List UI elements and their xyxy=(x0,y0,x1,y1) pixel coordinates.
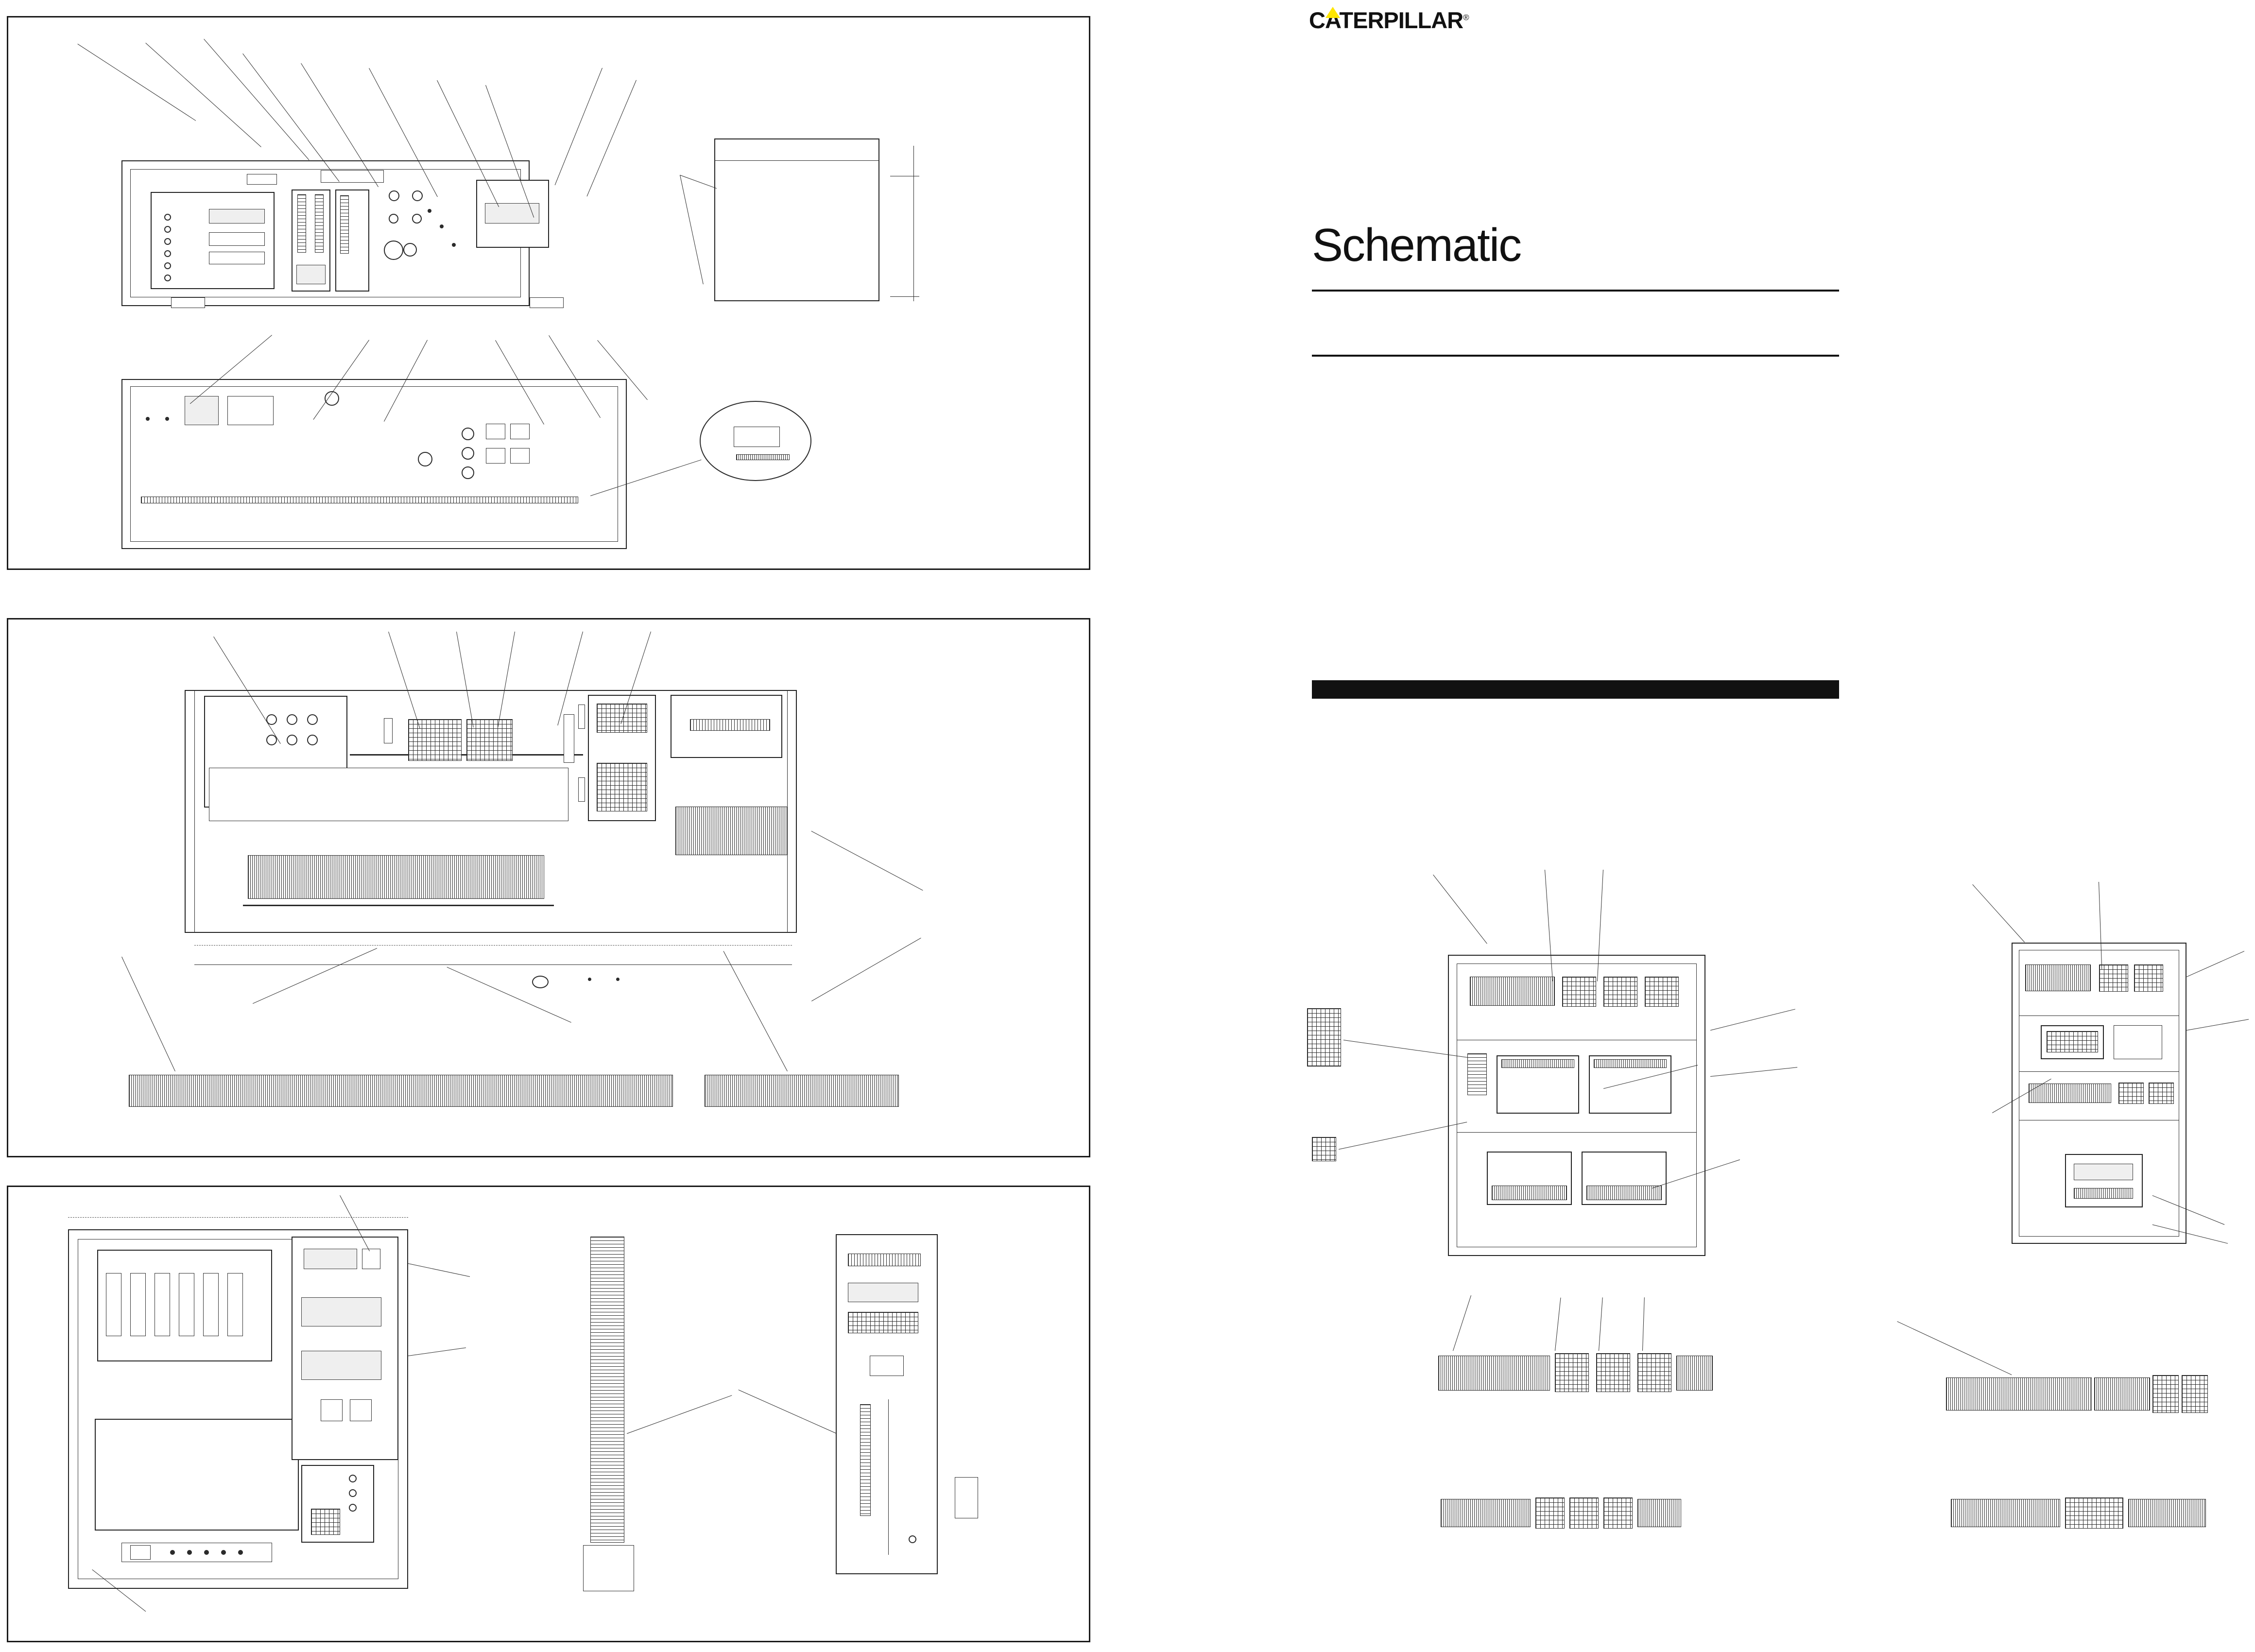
layout-a-left-strip xyxy=(1467,1053,1487,1095)
base-hole xyxy=(532,976,549,988)
door-hole-b xyxy=(418,452,432,466)
layout-b-strip-detail-row2-1 xyxy=(1951,1499,2060,1527)
vertical-strip-endcap xyxy=(583,1545,634,1591)
mounting-hole-b xyxy=(440,224,444,228)
lower-cutout-area xyxy=(95,1419,299,1531)
pushbutton-1[interactable] xyxy=(389,190,399,201)
terminal-strip-detail-long xyxy=(129,1075,673,1107)
breaker-slot-2 xyxy=(130,1273,146,1336)
layout-a-io-left-terminals xyxy=(1501,1059,1574,1068)
relay-base-2 xyxy=(287,714,297,725)
layout-a-divider-2 xyxy=(1457,1132,1697,1133)
base-fold-line-a xyxy=(194,945,792,946)
layout-a-block-3 xyxy=(1645,977,1679,1007)
side-vertical-strip xyxy=(860,1404,871,1516)
side-terminal-header xyxy=(848,1254,921,1266)
bottom-connector-pin-4 xyxy=(221,1550,226,1555)
base-dot-a xyxy=(588,978,591,981)
keypad-lower-block xyxy=(296,265,326,284)
din-rail-clip xyxy=(384,718,393,743)
layout-a-detail-leader-2 xyxy=(1555,1298,1561,1351)
pushbutton-4[interactable] xyxy=(412,214,422,224)
module-column xyxy=(292,1237,398,1460)
layout-a-strip-detail-row2-1 xyxy=(1441,1499,1531,1527)
door-switch-1[interactable] xyxy=(486,424,505,439)
right-terminal-grid-b xyxy=(597,763,647,811)
caterpillar-logo xyxy=(1307,5,1487,35)
side-center-line xyxy=(888,1399,889,1555)
bottom-connector-pin-1 xyxy=(170,1550,175,1555)
mounting-hole-a xyxy=(428,209,431,213)
bottom-connector-pin-5 xyxy=(238,1550,243,1555)
display-screen xyxy=(209,209,265,224)
layout-b-display-module xyxy=(2065,1154,2143,1207)
layout-a-strip-detail-row2-4 xyxy=(1603,1497,1633,1529)
rule-under-heading xyxy=(1312,290,1839,292)
page-title: Schematic xyxy=(1312,219,1521,271)
pushbutton-3[interactable] xyxy=(389,214,398,224)
detail-terminal-strip xyxy=(736,454,790,460)
display-readout-row-2 xyxy=(209,252,265,264)
mounting-hole-c xyxy=(452,243,456,247)
display-key-4[interactable] xyxy=(164,250,171,257)
emergency-stop-button[interactable] xyxy=(384,241,403,260)
window-glass xyxy=(485,203,539,224)
side-module-a xyxy=(848,1283,918,1302)
layout-a-terminal-header xyxy=(1470,977,1555,1006)
side-module-b xyxy=(848,1312,918,1333)
layout-b-strip-detail-4 xyxy=(2182,1375,2208,1413)
module-c xyxy=(301,1351,381,1380)
layout-a-strip-detail-1 xyxy=(1438,1356,1550,1391)
breaker-slot-3 xyxy=(155,1273,170,1336)
door-cutout-rect xyxy=(227,396,274,425)
right-module-terminals xyxy=(690,719,770,731)
layout-b-divider-2 xyxy=(2019,1071,2179,1072)
side-module-c xyxy=(870,1356,904,1376)
layout-b-strip-detail-1 xyxy=(1946,1377,2092,1411)
door-cutout-square xyxy=(185,396,219,425)
rule-secondary xyxy=(1312,355,1839,357)
layout-b-strip-detail-row2-2 xyxy=(2065,1497,2123,1529)
door-switch-3[interactable] xyxy=(486,448,505,464)
door-knob-2[interactable] xyxy=(462,447,474,460)
display-key-3[interactable] xyxy=(164,238,171,245)
mount-foot-right xyxy=(530,297,564,308)
door-corner-dot-a xyxy=(146,417,150,421)
terminal-cluster-b xyxy=(466,719,513,761)
din-end-stop xyxy=(564,714,574,763)
backplate-right-flange xyxy=(787,690,788,933)
layout-b-module-b xyxy=(2114,1025,2162,1059)
layout-a-strip-detail-3 xyxy=(1596,1353,1630,1392)
layout-b-strip-detail-row2-3 xyxy=(2128,1499,2206,1527)
door-switch-2[interactable] xyxy=(510,424,530,439)
layout-a-strip-detail-row2-2 xyxy=(1535,1497,1565,1529)
breaker-bus-line xyxy=(97,1360,272,1361)
layout-a-detail-leader-3 xyxy=(1599,1297,1603,1351)
loose-connector-block-a xyxy=(1307,1008,1341,1067)
pushbutton-2[interactable] xyxy=(412,190,423,201)
layout-b-strip-detail-3 xyxy=(2152,1375,2179,1413)
main-terminal-strip xyxy=(248,855,544,899)
layout-a-leader-1 xyxy=(1433,875,1487,944)
layout-a-block-2 xyxy=(1603,977,1637,1007)
caterpillar-triangle-icon xyxy=(1325,7,1340,18)
module-e[interactable] xyxy=(350,1399,372,1421)
relay-base-5 xyxy=(287,735,297,745)
layout-b-divider-1 xyxy=(2019,1015,2179,1016)
display-key-1[interactable] xyxy=(164,214,171,221)
black-bar xyxy=(1312,680,1839,699)
module-a-detail xyxy=(362,1249,380,1269)
nameplate-left xyxy=(247,174,277,185)
layout-b-strip-detail-2 xyxy=(2094,1377,2150,1411)
keypad-button-column-a[interactable] xyxy=(297,194,306,253)
layout-b-module-a-grid xyxy=(2047,1031,2098,1052)
bracket-edge-line xyxy=(913,146,914,301)
mount-foot-left xyxy=(171,297,205,308)
circuit-board-grid xyxy=(311,1509,340,1535)
bracket-side-view xyxy=(714,138,879,301)
layout-a-detail-leader-4 xyxy=(1642,1297,1645,1351)
layout-b-block-2 xyxy=(2134,964,2163,992)
layout-b-terminal-header xyxy=(2025,964,2091,991)
power-inlet xyxy=(130,1545,151,1560)
layout-a-leader-5 xyxy=(1710,1067,1797,1077)
layout-b-display-screen xyxy=(2074,1164,2133,1180)
registered-mark: ® xyxy=(1463,12,1469,22)
vertical-terminal-strip xyxy=(590,1237,624,1543)
layout-a-strip-detail-2 xyxy=(1555,1353,1589,1392)
keypad-button-column-b[interactable] xyxy=(315,194,324,253)
module-a xyxy=(304,1249,357,1269)
relay-base-3 xyxy=(307,714,318,725)
main-strip-rail xyxy=(243,905,554,906)
terminal-cluster-a xyxy=(408,719,462,761)
indicator-lamp-column xyxy=(340,195,349,254)
right-lower-terminal-strip xyxy=(675,807,787,855)
base-dot-b xyxy=(616,978,620,981)
layout-b-display-terminals xyxy=(2074,1188,2133,1199)
breaker-slot-4 xyxy=(179,1273,194,1336)
breaker-slot-1 xyxy=(106,1273,121,1336)
layout-a-relay-left-terminals xyxy=(1492,1186,1567,1200)
board-hole-b xyxy=(349,1489,357,1497)
layout-a-strip-detail-4 xyxy=(1637,1353,1671,1392)
board-hole-c xyxy=(349,1504,357,1512)
selector-switch[interactable] xyxy=(403,243,417,257)
door-corner-dot-b xyxy=(165,417,169,421)
layout-a-relay-right-terminals xyxy=(1586,1186,1662,1200)
module-d[interactable] xyxy=(321,1399,343,1421)
layout-b-strip-mid xyxy=(2029,1084,2111,1103)
door-knob-1[interactable] xyxy=(462,428,474,440)
layout-b-leader-3 xyxy=(2186,951,2244,977)
breaker-slot-5 xyxy=(203,1273,219,1336)
right-rail-clip-top xyxy=(578,705,585,729)
side-mount-bracket xyxy=(955,1477,978,1518)
layout-b-block-1 xyxy=(2099,964,2128,992)
module-b xyxy=(301,1297,381,1326)
layout-a-leader-4 xyxy=(1710,1009,1795,1031)
layout-a-block-1 xyxy=(1562,977,1596,1007)
board-hole-a xyxy=(349,1475,357,1482)
display-key-6[interactable] xyxy=(164,275,171,281)
layout-a-io-right-terminals xyxy=(1594,1059,1667,1068)
right-rail-clip-bottom xyxy=(578,777,585,802)
loose-connector-block-b xyxy=(1312,1137,1336,1161)
center-mount-plate xyxy=(209,768,568,821)
bracket-fold-line xyxy=(714,160,879,161)
layout-a-strip-detail-row2-3 xyxy=(1569,1497,1599,1529)
layout-a-strip-detail-5 xyxy=(1676,1356,1713,1391)
bracket-dim-arrow-bottom xyxy=(890,296,919,297)
layout-a-strip-detail-row2-5 xyxy=(1637,1499,1681,1527)
bottom-connector-pin-2 xyxy=(187,1550,192,1555)
layout-b-leader-4 xyxy=(2186,1019,2249,1031)
layout-b-detail-leader-1 xyxy=(1897,1321,2012,1375)
bottom-connector-pin-3 xyxy=(204,1550,209,1555)
layout-b-block-4 xyxy=(2149,1083,2174,1104)
display-key-2[interactable] xyxy=(164,226,171,233)
backplate-left-flange xyxy=(194,690,195,933)
display-key-5[interactable] xyxy=(164,262,171,269)
display-readout-row xyxy=(209,232,265,246)
side-hole xyxy=(909,1535,916,1543)
layout-b-leader-1 xyxy=(1972,884,2025,943)
layout-b-block-3 xyxy=(2118,1083,2144,1104)
layout-a-detail-leader-1 xyxy=(1453,1295,1471,1351)
relay-base-6 xyxy=(307,735,318,745)
door-switch-4[interactable] xyxy=(510,448,530,464)
cabinet-dim-line-top xyxy=(68,1217,408,1218)
brand-text: CATERPILLAR xyxy=(1309,7,1463,33)
door-knob-3[interactable] xyxy=(462,466,474,479)
base-edge-line xyxy=(194,964,792,965)
terminal-strip-detail-short xyxy=(705,1075,899,1107)
breaker-slot-6 xyxy=(227,1273,243,1336)
door-bottom-strip xyxy=(141,497,578,503)
detail-bracket xyxy=(734,427,780,447)
